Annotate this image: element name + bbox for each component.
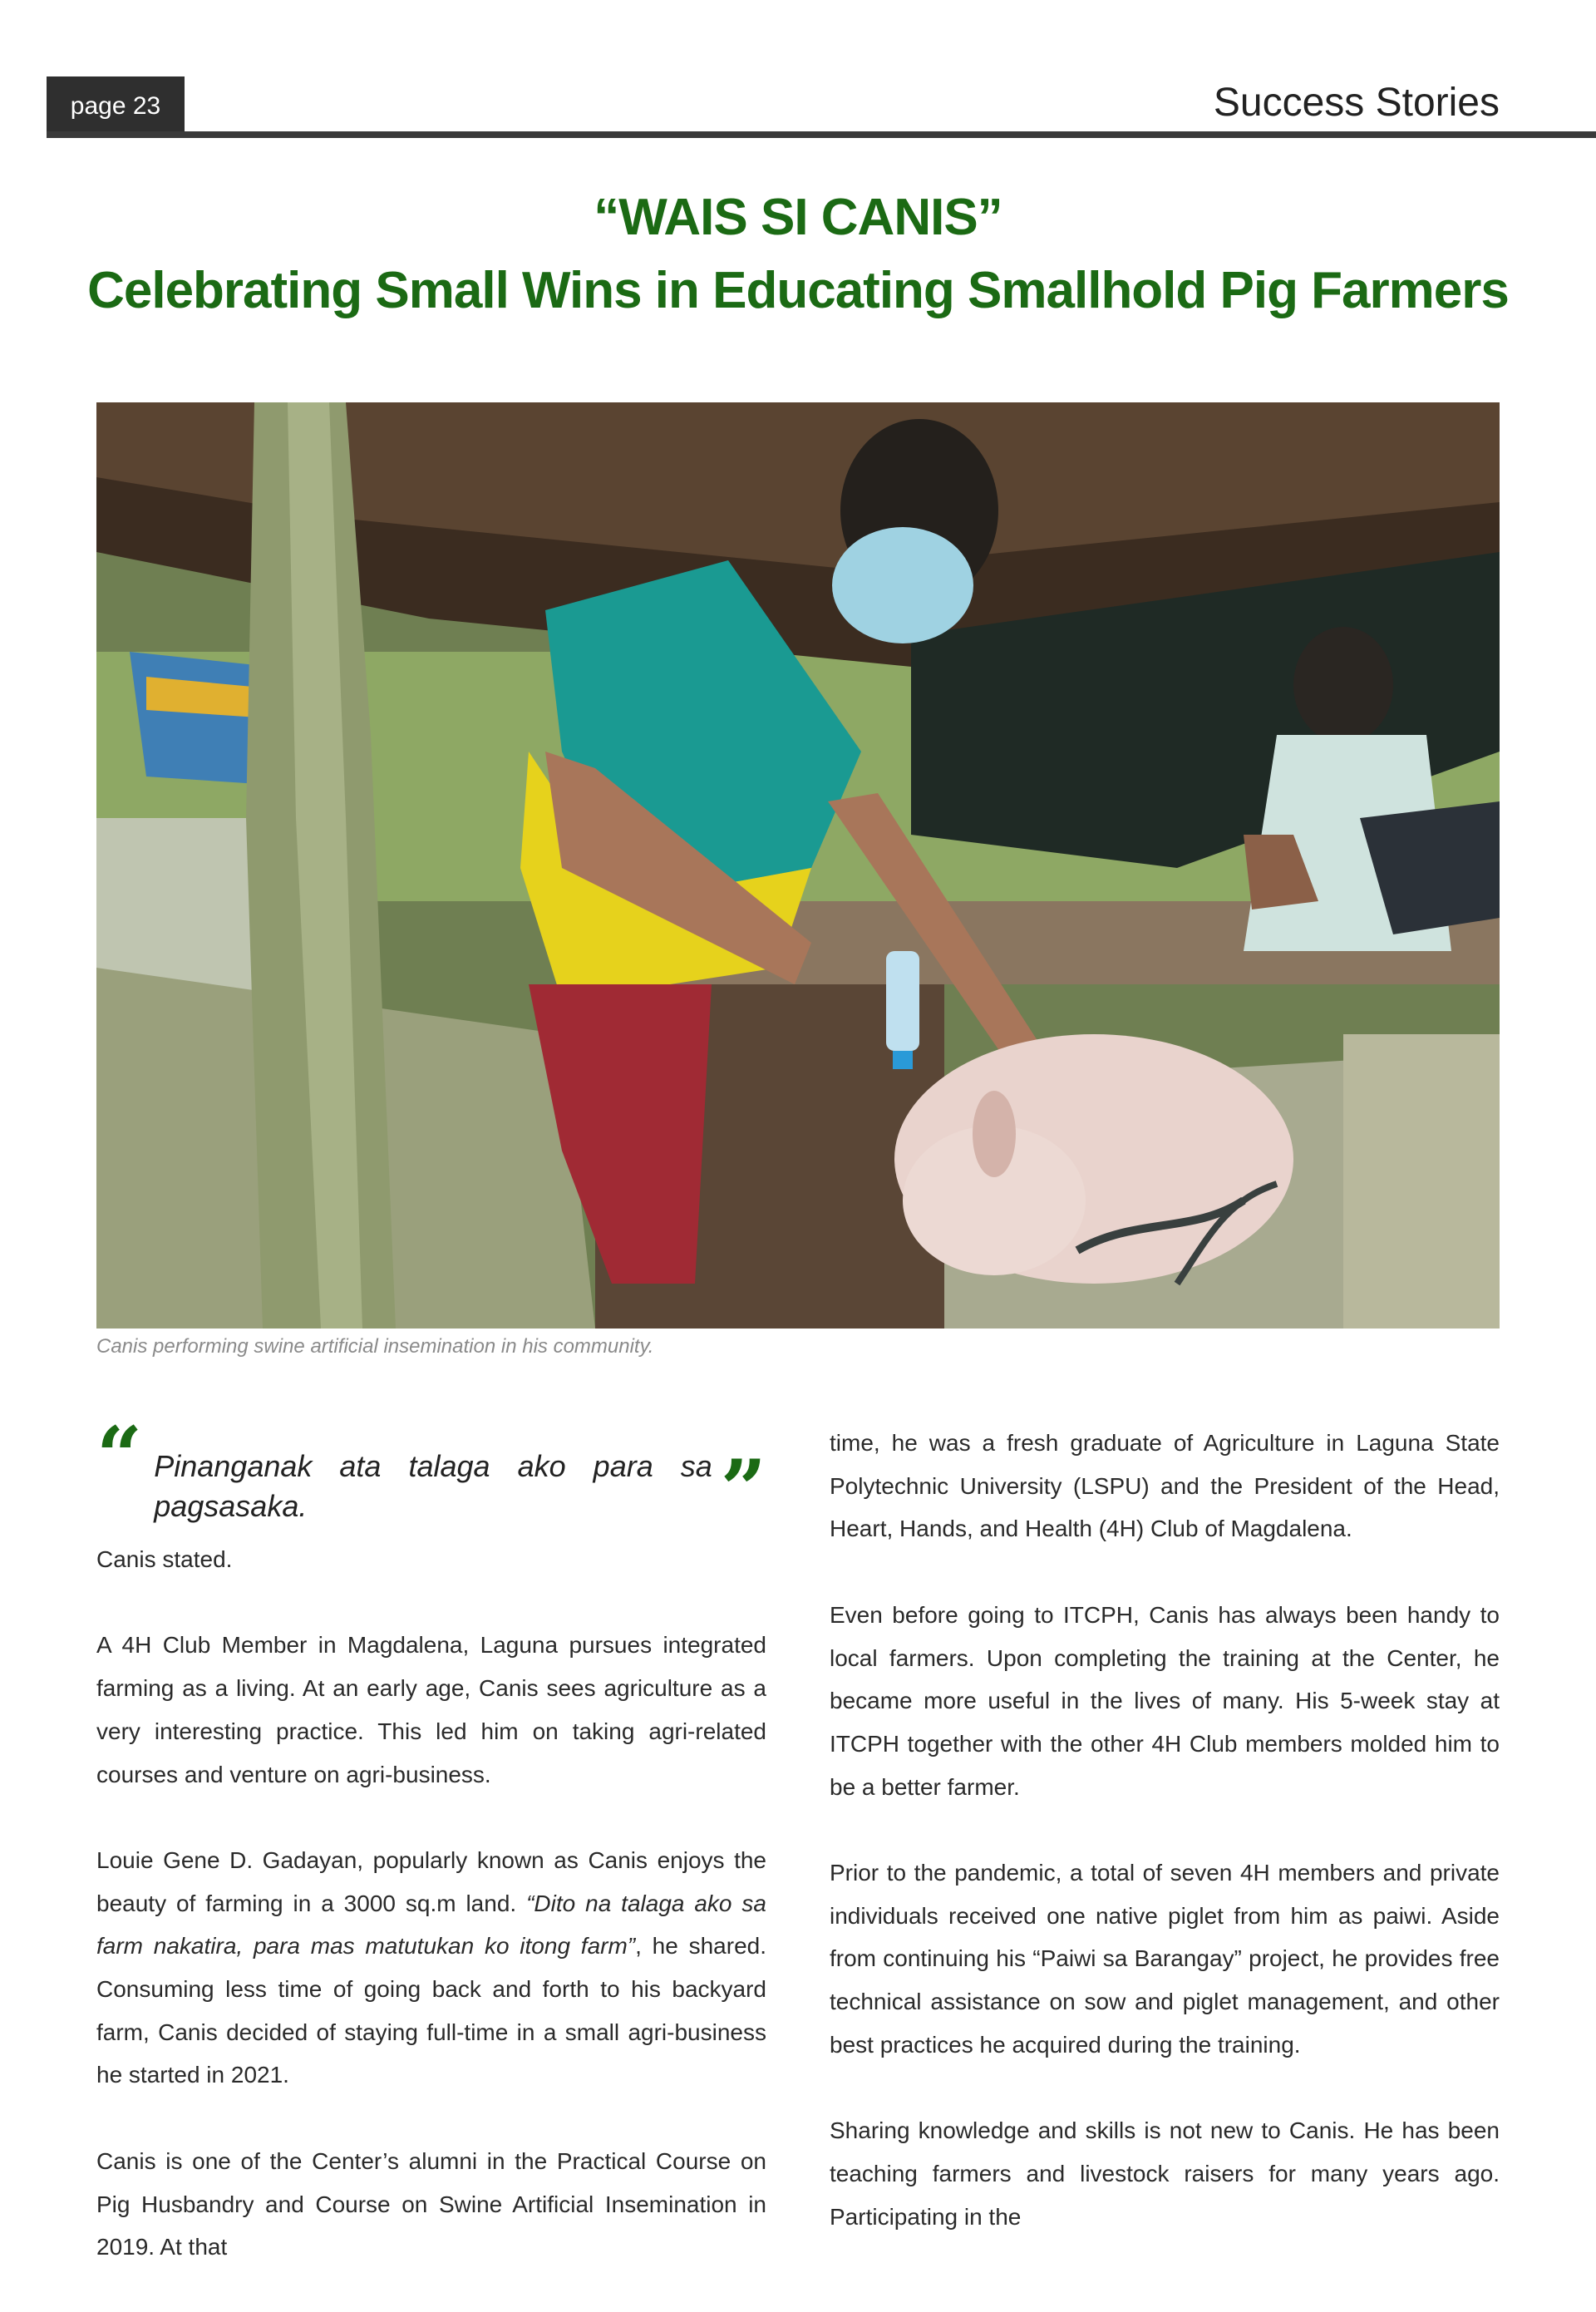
- photo-caption: Canis performing swine artificial insemination in his community.: [96, 1335, 654, 1358]
- close-quote-mark: ”: [720, 1442, 766, 1536]
- open-quote-mark: “: [96, 1409, 143, 1503]
- header-rule: [47, 131, 1596, 138]
- paragraph-profile: [96, 1839, 766, 2097]
- paragraph-paiwi: Prior to the pandemic, a total of seven 4H members and private individuals received one native piglet from him as paiwi. Aside from continuing his “Paiwi sa Barangay” project, he provides free technical assistance on sow and piglet management, and other best practices he acquired during the training.: [830, 1860, 1500, 2058]
- article-title: [0, 183, 1596, 329]
- paragraph-profile-part1: Louie Gene D. Gadayan, popularly known as Canis enjoys the beauty of farming in a 3000 sq.m land.: [96, 1846, 766, 1916]
- article-title-line2: Celebrating Small Wins in Educating Smallhold Pig Farmers: [87, 262, 1509, 319]
- paragraph-graduate: time, he was a fresh graduate of Agriculture in Laguna State Polytechnic University (LSPU) and the President of the Head, Heart, Hands, and Health (4H) Club of Magdalena.: [830, 1430, 1500, 1542]
- pull-quote: [96, 1409, 766, 1536]
- page-number-tab: [47, 76, 185, 136]
- section-title: Success Stories: [1213, 81, 1500, 125]
- paragraph-profile-quote: “Dito na talaga ako sa farm nakatira, para mas matutukan ko itong farm”: [96, 1890, 766, 1960]
- page-number-label: page 23: [70, 92, 161, 120]
- right-column: [830, 1422, 1500, 2281]
- left-column: [96, 1409, 766, 2312]
- paragraph-itcph: Even before going to ITCPH, Canis has always been handy to local farmers. Upon completing the training at the Center, he became more useful in the lives of many. His 5-week stay at ITCPH together with the other 4H Club members molded him to be a better farmer.: [830, 1601, 1500, 1800]
- photo-illustration: [96, 402, 1500, 1329]
- article-title-line1: “WAIS SI CANIS”: [594, 189, 1002, 246]
- paragraph-profile-part2: , he shared. Consuming less time of going back and forth to his backyard farm, Canis decided of staying full-time in a small agri-business he started in 2021.: [96, 1933, 766, 2088]
- quote-attribution: Canis stated.: [96, 1546, 233, 1572]
- paragraph-intro: A 4H Club Member in Magdalena, Laguna pursues integrated farming as a living. At an early age, Canis sees agriculture as a very interesting practice. This led him on taking agri-related courses and venture on agri-business.: [96, 1632, 766, 1787]
- article-photo: [96, 402, 1500, 1329]
- pull-quote-text: Pinanganak ata talaga ako para sa pagsasaka.: [154, 1449, 712, 1523]
- paragraph-sharing: Sharing knowledge and skills is not new to Canis. He has been teaching farmers and livestock raisers for many years ago. Participating in the: [830, 2117, 1500, 2230]
- paragraph-alumni: Canis is one of the Center’s alumni in the Practical Course on Pig Husbandry and Course on Swine Artificial Insemination in 2019. At that: [96, 2147, 766, 2260]
